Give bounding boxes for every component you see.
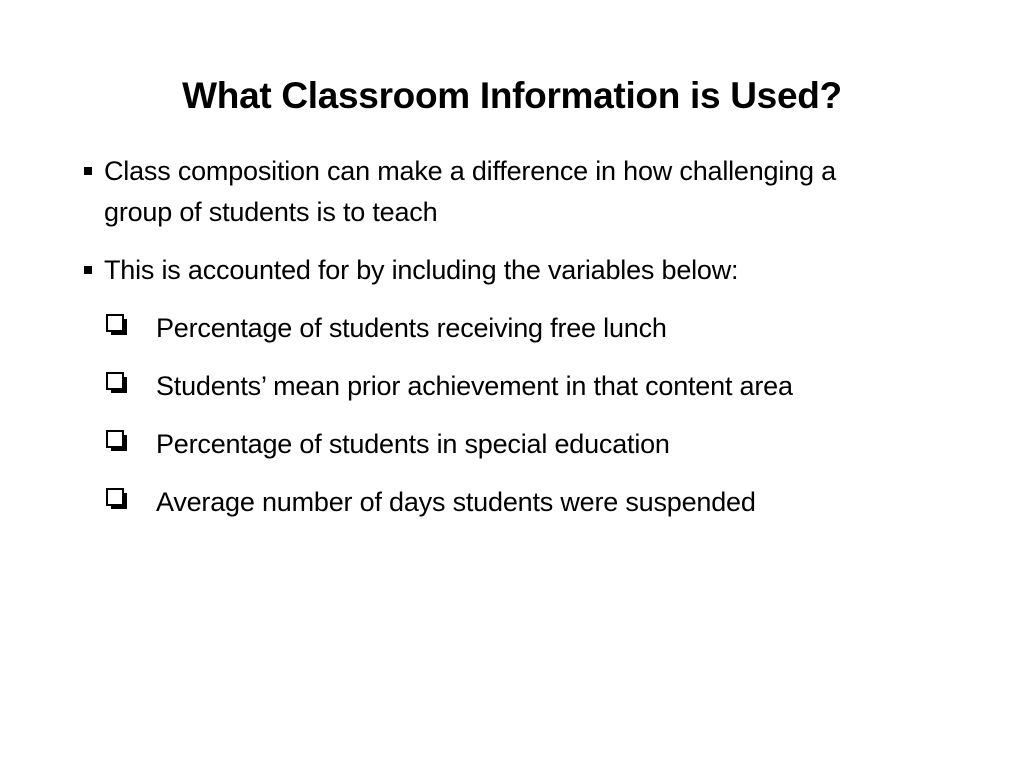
sub-bullet-text: Students’ mean prior achievement in that content area [156,371,793,401]
sub-bullet-text: Percentage of students in special education [156,429,670,459]
bullet-text-continued: group of students is to teach [104,197,438,227]
checkbox-bullet-icon [106,488,124,506]
sub-bullet-text: Average number of days students were suspended [156,487,756,517]
sub-bullet-text: Percentage of students receiving free lunch [156,313,667,343]
slide-title: What Classroom Information is Used? [182,75,842,116]
square-bullet-icon [84,266,92,274]
bullet-text: This is accounted for by including the variables below: [104,255,739,285]
checkbox-bullet-icon [106,314,124,332]
square-bullet-icon [84,167,92,175]
checkbox-bullet-icon [106,372,124,390]
checkbox-bullet-icon [106,430,124,448]
bullet-text: Class composition can make a difference in how challenging a [104,156,836,186]
